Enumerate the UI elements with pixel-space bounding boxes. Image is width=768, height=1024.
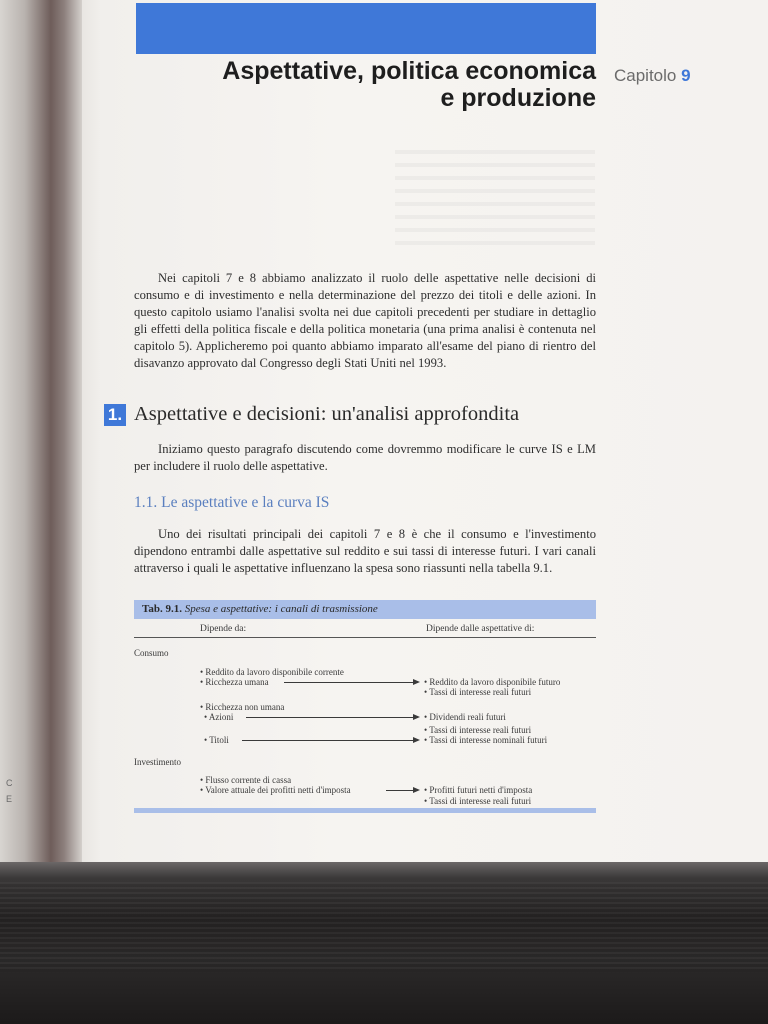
chapter-label-text: Capitolo [614, 66, 677, 85]
table-cell: • Tassi di interesse reali futuri [424, 687, 532, 697]
chapter-number: 9 [681, 66, 691, 85]
table-cell: • Tassi di interesse reali futuri [424, 796, 532, 806]
chapter-title [136, 58, 596, 112]
table-cell: • Ricchezza non umana [200, 702, 285, 712]
intro-paragraph: Nei capitoli 7 e 8 abbiamo analizzato il ruolo delle aspettative nelle decisioni di consumo e di investimento e nella determinazione del prezzo dei titoli e delle azioni. In questo capitolo usiamo l'analisi svolta nei due capitoli precedenti per studiare in dettaglio gli effetti della politica fiscale e della politica monetaria (una prima analisi è contenuta nel capitolo 5). Applicheremo poi quanto abbiamo imparato all'esame del piano di rientro del disavanzo approvato dal Congresso degli Stati Uniti nel 1993. [134, 271, 596, 370]
table-cell: • Azioni [204, 712, 234, 722]
table-cell: • Reddito da lavoro disponibile futuro [424, 677, 561, 687]
chapter-title-line1: Aspettative, politica economica [222, 57, 596, 85]
margin-mark: C [6, 778, 13, 788]
page-bottom-shadow [0, 862, 768, 1024]
table-cell: • Valore attuale dei profitti netti d'imposta [200, 785, 351, 795]
subsection-title: 1.1. Le aspettative e la curva IS [134, 494, 330, 511]
bleed-through-text [395, 150, 595, 245]
table-header-rule [134, 637, 596, 638]
table-row-label-consumo: Consumo [134, 648, 169, 658]
table-header-depends-on: Dipende da: [200, 624, 247, 634]
section-number-badge: 1. [104, 404, 126, 426]
table-cell: • Dividendi reali futuri [424, 712, 506, 722]
table-row-label-investimento: Investimento [134, 757, 181, 767]
arrow-icon [386, 790, 418, 791]
table-caption [134, 600, 596, 619]
chapter-header-band [136, 3, 596, 54]
table-cell: • Tassi di interesse nominali futuri [424, 735, 548, 745]
arrow-icon [284, 682, 418, 683]
section-heading [104, 403, 519, 426]
margin-mark: E [6, 794, 13, 804]
book-spine [0, 0, 82, 870]
chapter-label [614, 66, 691, 86]
table-bottom-band [134, 808, 596, 813]
table-cell: • Tassi di interesse reali futuri [424, 725, 532, 735]
table-cell: • Profitti futuri netti d'imposta [424, 785, 533, 795]
section-paragraph: Iniziamo questo paragrafo discutendo come dovremmo modificare le curve IS e LM per includere il ruolo delle aspettative. [134, 442, 596, 473]
table-header-depends-on-expectations: Dipende dalle aspettative di: [426, 624, 535, 634]
table-caption-label: Tab. 9.1. [142, 603, 182, 615]
table-cell: • Titoli [204, 735, 229, 745]
chapter-title-line2: e produzione [440, 84, 596, 112]
subsection-paragraph: Uno dei risultati principali dei capitoli 7 e 8 è che il consumo e l'investimento dipendono entrambi dalle aspettative sul reddito e sui tassi di interesse futuri. I vari canali attraverso i quali le aspettative influenzano la spesa sono riassunti nella tabella 9.1. [134, 527, 596, 575]
table-cell: • Flusso corrente di cassa [200, 775, 292, 785]
arrow-icon [242, 740, 418, 741]
table-caption-text: Spesa e aspettative: i canali di trasmissione [184, 603, 378, 615]
table-cell: • Ricchezza umana [200, 677, 269, 687]
section-title: Aspettative e decisioni: un'analisi approfondita [134, 403, 520, 425]
table-cell: • Reddito da lavoro disponibile corrente [200, 667, 344, 677]
arrow-icon [246, 717, 418, 718]
